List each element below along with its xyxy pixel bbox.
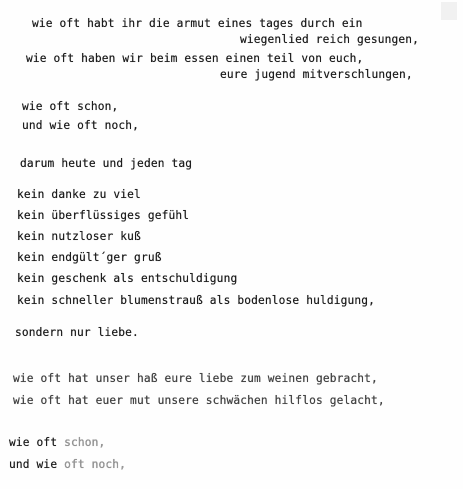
- faded-fragment: oft noch,: [64, 458, 127, 471]
- poem-fragment: und wie: [9, 458, 65, 471]
- poem-line: kein überflüssiges gefühl: [17, 209, 190, 222]
- poem-line: kein schneller blumenstrauß als bodenlose huldigung,: [17, 294, 376, 307]
- faded-fragment: schon,: [64, 436, 106, 449]
- poem-line: wie oft hat euer mut unsere schwächen hilflos gelacht,: [13, 394, 385, 407]
- poem-line: sondern nur liebe.: [15, 326, 139, 339]
- poem-line: kein nutzloser kuß: [17, 230, 141, 243]
- poem-line: [9, 458, 126, 471]
- poem-line: und wie oft noch,: [22, 119, 140, 132]
- poem-fragment: wie oft: [9, 436, 65, 449]
- poem-line: [9, 436, 105, 449]
- poem-line: kein danke zu viel: [17, 188, 141, 201]
- poem-line: wiegenlied reich gesungen,: [240, 33, 420, 46]
- poem-line: wie oft haben wir beim essen einen teil von euch,: [26, 52, 364, 65]
- poem-line: kein geschenk als entschuldigung: [17, 272, 238, 285]
- poem-line: wie oft habt ihr die armut eines tages durch ein: [32, 17, 363, 30]
- poem-line: eure jugend mitverschlungen,: [220, 68, 413, 81]
- poem-line: kein endgült´ger gruß: [17, 251, 162, 264]
- poem-line: darum heute und jeden tag: [20, 157, 193, 170]
- poem-line: wie oft schon,: [22, 100, 119, 113]
- corner-smudge: [441, 2, 457, 20]
- poem-line: wie oft hat unser haß eure liebe zum weinen gebracht,: [13, 372, 378, 385]
